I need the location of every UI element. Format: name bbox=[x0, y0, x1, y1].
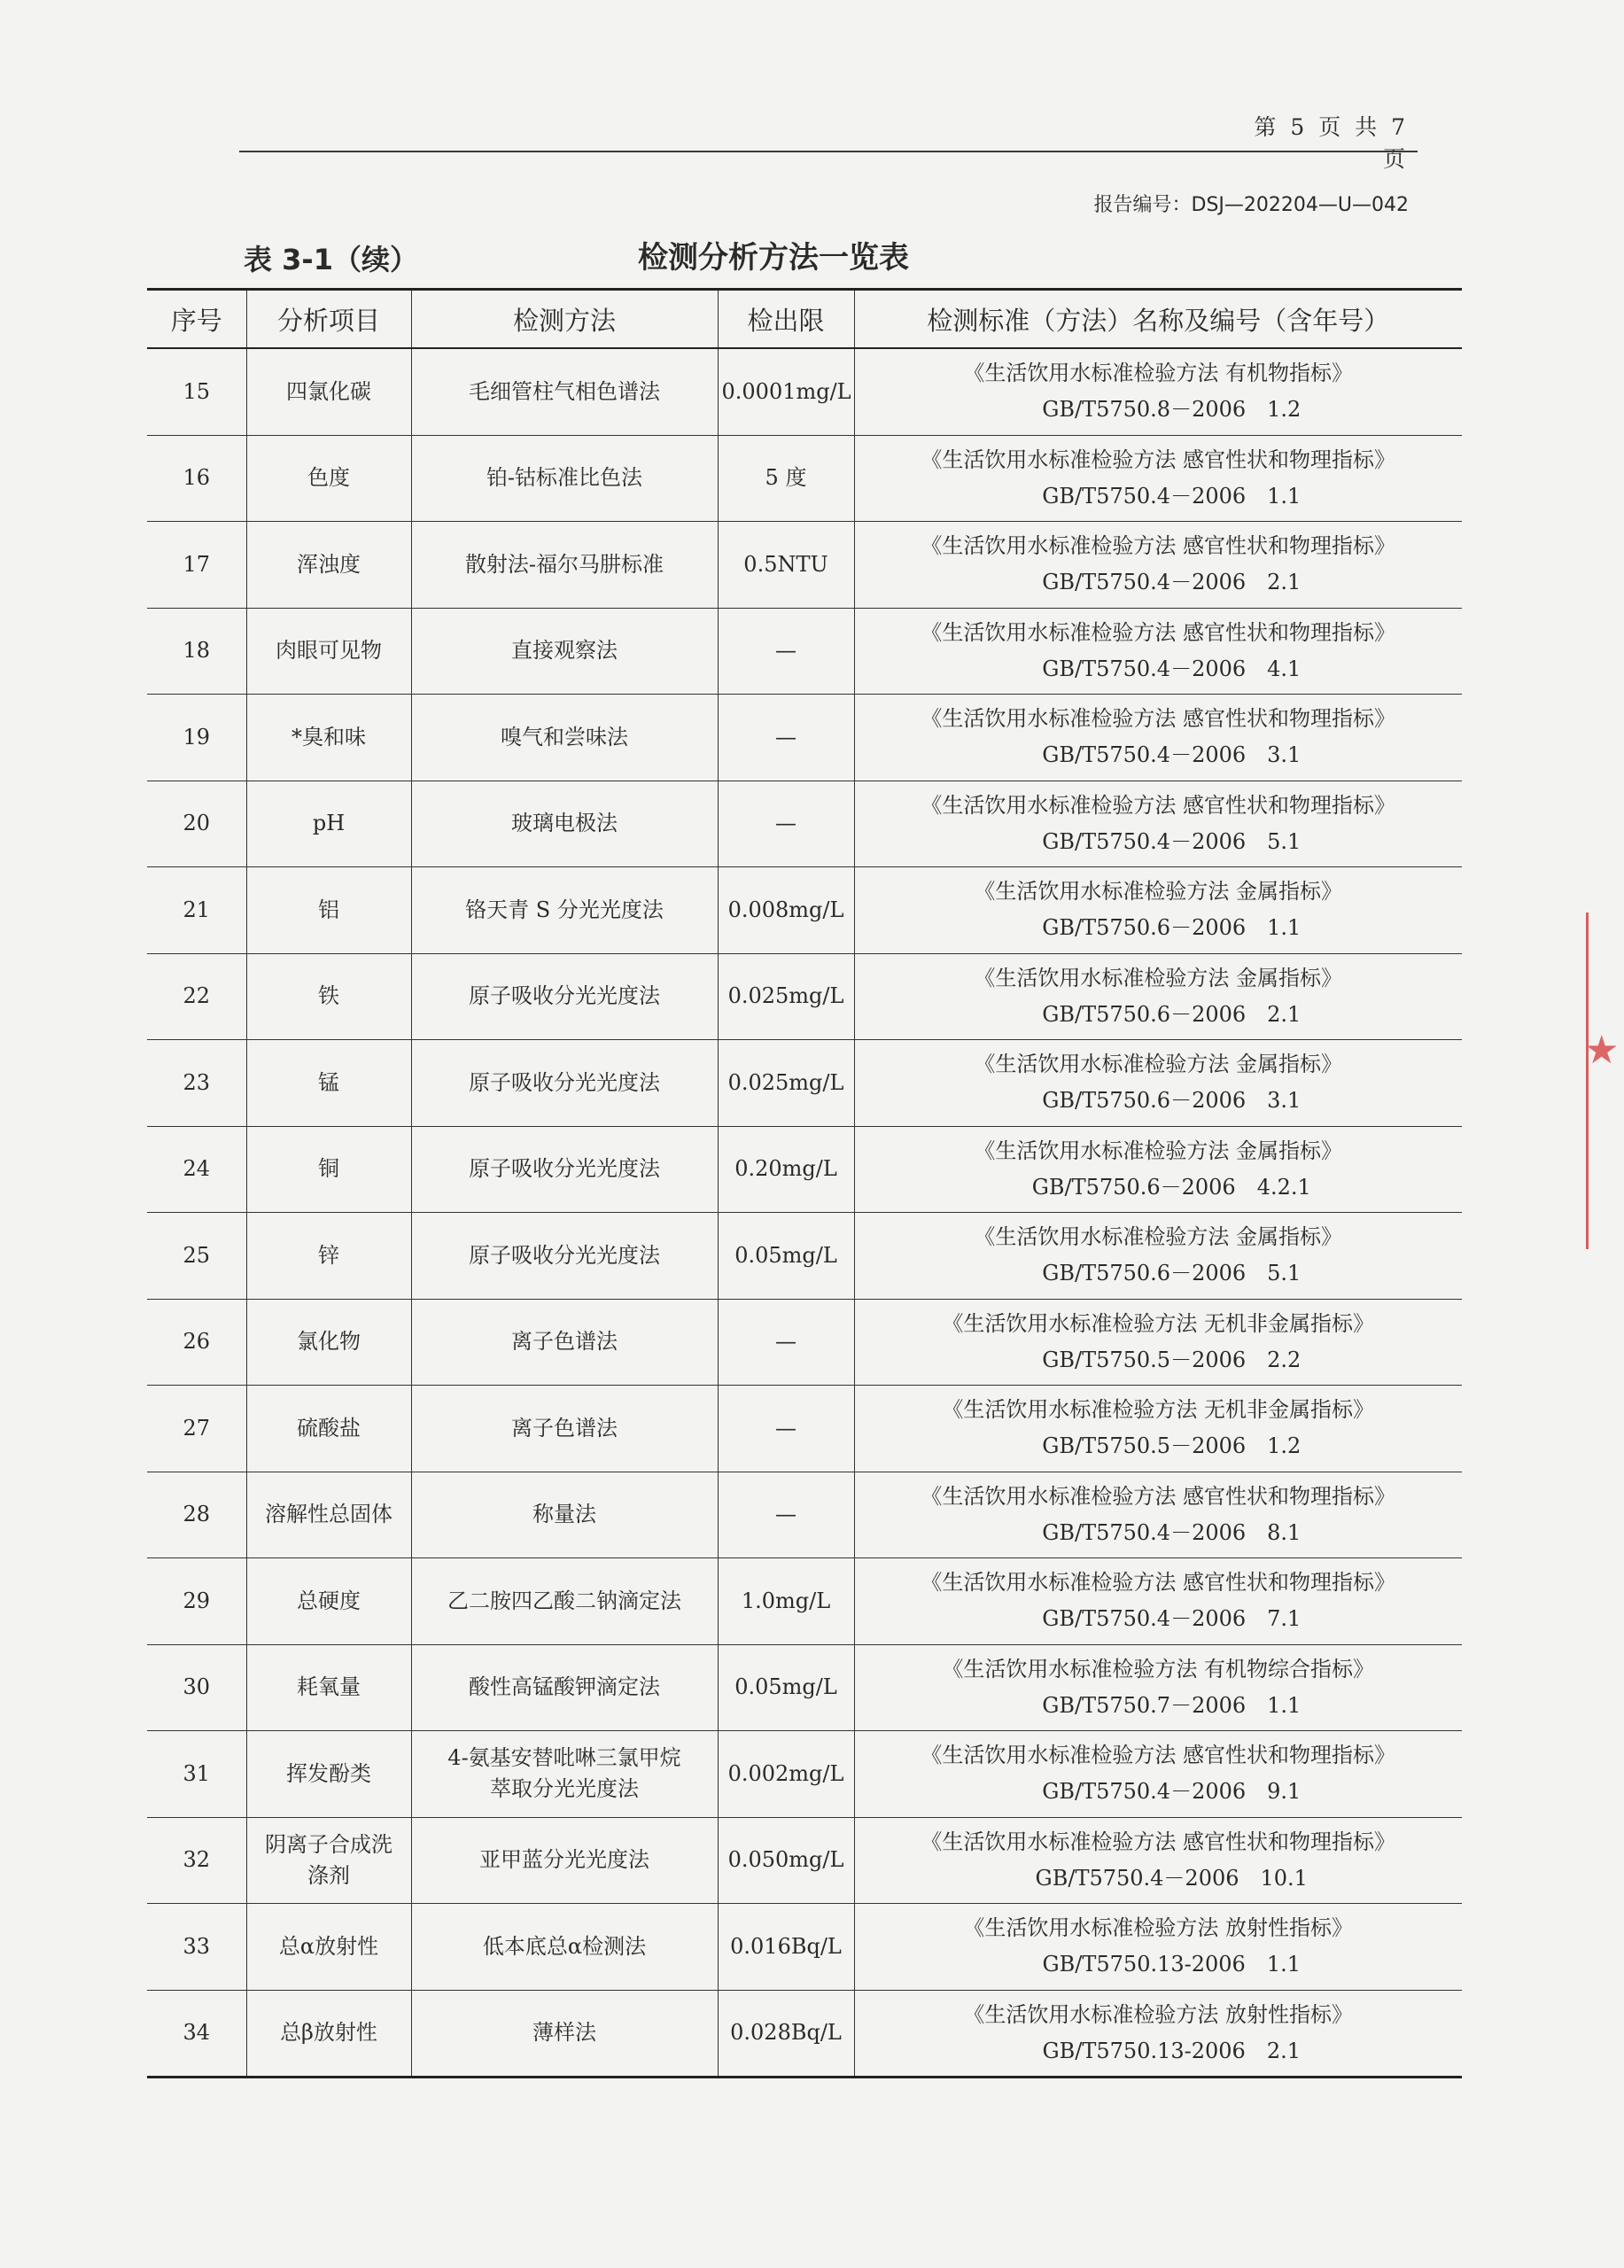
method-text: 离子色谱法 bbox=[511, 1415, 618, 1441]
row-number-text: 21 bbox=[183, 897, 211, 922]
standard-name: 《生活饮用水标准检验方法 放射性指标》 bbox=[963, 1915, 1354, 1941]
header-rule bbox=[239, 151, 1418, 152]
row-number-text: 19 bbox=[183, 724, 211, 750]
standard-reference bbox=[854, 1299, 1462, 1386]
row-number bbox=[147, 1817, 246, 1904]
table-row bbox=[147, 1731, 1462, 1818]
detection-method bbox=[411, 953, 718, 1040]
item-text: 总α放射性 bbox=[278, 1933, 379, 1959]
analysis-item bbox=[246, 1472, 411, 1558]
table-row bbox=[147, 867, 1462, 954]
standard-code: GB/T5750.4－2006 7.1 bbox=[1042, 1606, 1302, 1632]
standard-code: GB/T5750.13-2006 1.1 bbox=[1042, 1952, 1301, 1977]
limit-text: 0.20mg/L bbox=[734, 1156, 837, 1182]
analysis-item bbox=[246, 435, 411, 522]
item-text-line2: 涤剂 bbox=[307, 1862, 350, 1888]
detection-limit bbox=[718, 953, 854, 1040]
table-row bbox=[147, 1472, 1462, 1558]
analysis-item bbox=[246, 522, 411, 609]
detection-method bbox=[411, 435, 718, 522]
analysis-item bbox=[246, 1126, 411, 1213]
detection-limit bbox=[718, 1990, 854, 2078]
analysis-item bbox=[246, 695, 411, 781]
standard-code: GB/T5750.13-2006 2.1 bbox=[1042, 2038, 1301, 2063]
standard-name: 《生活饮用水标准检验方法 感官性状和物理指标》 bbox=[921, 1743, 1396, 1768]
standard-reference bbox=[854, 1904, 1462, 1991]
item-text: 铜 bbox=[318, 1156, 339, 1182]
table-body bbox=[147, 348, 1462, 2078]
limit-text: 0.008mg/L bbox=[727, 897, 844, 922]
method-text: 散射法-福尔马肼标准 bbox=[464, 551, 664, 577]
analysis-item bbox=[246, 1644, 411, 1731]
standard-code: GB/T5750.4－2006 3.1 bbox=[1042, 742, 1302, 768]
table-row bbox=[147, 522, 1462, 609]
item-text: 总硬度 bbox=[297, 1588, 361, 1613]
standard-reference bbox=[854, 1040, 1462, 1127]
table-row bbox=[147, 1126, 1462, 1213]
analysis-item bbox=[246, 608, 411, 695]
standard-code: GB/T5750.6－2006 5.1 bbox=[1042, 1261, 1302, 1286]
method-text: 4-氨基安替吡啉三氯甲烷 bbox=[447, 1745, 681, 1771]
row-number bbox=[147, 781, 246, 867]
standard-reference bbox=[854, 1213, 1462, 1300]
item-text: 浑浊度 bbox=[297, 551, 361, 577]
detection-method bbox=[411, 1990, 718, 2078]
standard-reference bbox=[854, 435, 1462, 522]
limit-text: 0.025mg/L bbox=[727, 1069, 844, 1095]
standard-name: 《生活饮用水标准检验方法 感官性状和物理指标》 bbox=[921, 1570, 1396, 1596]
row-number-text: 23 bbox=[183, 1069, 211, 1095]
standard-name: 《生活饮用水标准检验方法 感官性状和物理指标》 bbox=[921, 619, 1396, 645]
detection-limit bbox=[718, 1904, 854, 1991]
row-number bbox=[147, 522, 246, 609]
table-row bbox=[147, 1386, 1462, 1472]
item-text: 铝 bbox=[318, 897, 339, 922]
row-number-text: 24 bbox=[183, 1156, 211, 1182]
method-text: 离子色谱法 bbox=[511, 1329, 618, 1355]
item-text: *臭和味 bbox=[291, 724, 366, 750]
row-number bbox=[147, 953, 246, 1040]
item-text: 铁 bbox=[318, 983, 339, 1009]
standard-name: 《生活饮用水标准检验方法 感官性状和物理指标》 bbox=[921, 1829, 1396, 1854]
standard-code: GB/T5750.4－2006 8.1 bbox=[1042, 1519, 1302, 1545]
table-row bbox=[147, 1213, 1462, 1300]
standard-reference bbox=[854, 1990, 1462, 2078]
detection-limit bbox=[718, 781, 854, 867]
table-row bbox=[147, 781, 1462, 867]
item-text: 挥发酚类 bbox=[286, 1760, 371, 1786]
method-text: 薄样法 bbox=[532, 2020, 596, 2046]
method-text: 原子吸收分光光度法 bbox=[469, 983, 660, 1009]
detection-limit bbox=[718, 1126, 854, 1213]
row-number-text: 17 bbox=[183, 551, 211, 577]
detection-method bbox=[411, 1731, 718, 1818]
detection-method bbox=[411, 1040, 718, 1127]
item-text: 色度 bbox=[307, 465, 350, 491]
row-number bbox=[147, 1299, 246, 1386]
analysis-item bbox=[246, 1386, 411, 1472]
row-number bbox=[147, 1731, 246, 1818]
detection-limit bbox=[718, 1817, 854, 1904]
standard-reference bbox=[854, 1817, 1462, 1904]
standard-name: 《生活饮用水标准检验方法 放射性指标》 bbox=[963, 2001, 1354, 2027]
standard-reference bbox=[854, 1644, 1462, 1731]
standard-reference bbox=[854, 608, 1462, 695]
method-text: 玻璃电极法 bbox=[511, 811, 618, 836]
detection-method bbox=[411, 348, 718, 435]
standard-reference bbox=[854, 1731, 1462, 1818]
method-text: 原子吸收分光光度法 bbox=[469, 1069, 660, 1095]
report-number: 报告编号：DSJ—202204—U—042 bbox=[1093, 194, 1409, 216]
detection-method bbox=[411, 1472, 718, 1558]
table-row bbox=[147, 953, 1462, 1040]
standard-name: 《生活饮用水标准检验方法 金属指标》 bbox=[974, 1052, 1343, 1077]
limit-text: 0.05mg/L bbox=[734, 1242, 837, 1268]
analysis-item bbox=[246, 867, 411, 954]
row-number bbox=[147, 695, 246, 781]
item-text: 耗氧量 bbox=[297, 1674, 361, 1700]
standard-reference bbox=[854, 1472, 1462, 1558]
standard-reference bbox=[854, 953, 1462, 1040]
limit-text: — bbox=[775, 811, 796, 836]
detection-method bbox=[411, 522, 718, 609]
limit-text: 0.028Bq/L bbox=[730, 2020, 842, 2046]
standard-code: GB/T5750.5－2006 1.2 bbox=[1042, 1433, 1302, 1459]
table-header-row bbox=[147, 290, 1462, 349]
row-number-text: 33 bbox=[183, 1933, 211, 1959]
header-method: 检测方法 bbox=[411, 290, 718, 349]
limit-text: 0.05mg/L bbox=[734, 1674, 837, 1700]
limit-text: 0.050mg/L bbox=[727, 1847, 844, 1873]
detection-limit bbox=[718, 1386, 854, 1472]
analysis-item bbox=[246, 1558, 411, 1645]
table-row bbox=[147, 695, 1462, 781]
table-row bbox=[147, 1904, 1462, 1991]
limit-text: — bbox=[775, 1415, 796, 1441]
standard-code: GB/T5750.7－2006 1.1 bbox=[1042, 1692, 1302, 1718]
row-number-text: 22 bbox=[183, 983, 211, 1009]
row-number-text: 29 bbox=[183, 1588, 211, 1613]
standard-code: GB/T5750.4－2006 2.1 bbox=[1042, 570, 1302, 595]
row-number-text: 26 bbox=[183, 1329, 211, 1355]
row-number bbox=[147, 1644, 246, 1731]
detection-method bbox=[411, 1644, 718, 1731]
analysis-item bbox=[246, 953, 411, 1040]
standard-name: 《生活饮用水标准检验方法 有机物指标》 bbox=[963, 361, 1354, 386]
red-seal-stamp bbox=[1586, 913, 1624, 1249]
method-text: 乙二胺四乙酸二钠滴定法 bbox=[447, 1588, 681, 1613]
standard-name: 《生活饮用水标准检验方法 有机物综合指标》 bbox=[942, 1656, 1375, 1682]
method-text: 酸性高锰酸钾滴定法 bbox=[469, 1674, 660, 1700]
method-text: 原子吸收分光光度法 bbox=[469, 1156, 660, 1182]
row-number-text: 16 bbox=[183, 465, 211, 491]
method-text: 原子吸收分光光度法 bbox=[469, 1242, 660, 1268]
limit-text: 0.0001mg/L bbox=[721, 378, 851, 404]
standard-code: GB/T5750.4－2006 10.1 bbox=[1035, 1865, 1308, 1891]
detection-method bbox=[411, 1817, 718, 1904]
row-number-text: 25 bbox=[183, 1242, 211, 1268]
item-text: 肉眼可见物 bbox=[276, 638, 382, 664]
row-number-text: 15 bbox=[183, 378, 211, 404]
detection-method bbox=[411, 1558, 718, 1645]
analysis-item bbox=[246, 1040, 411, 1127]
analysis-item bbox=[246, 1817, 411, 1904]
row-number-text: 32 bbox=[183, 1847, 211, 1873]
detection-limit bbox=[718, 1644, 854, 1731]
limit-text: 0.025mg/L bbox=[727, 983, 844, 1009]
analysis-item bbox=[246, 781, 411, 867]
limit-text: 5 度 bbox=[765, 465, 807, 491]
item-text: 总β放射性 bbox=[280, 2020, 377, 2046]
standard-name: 《生活饮用水标准检验方法 金属指标》 bbox=[974, 1224, 1343, 1250]
detection-limit bbox=[718, 522, 854, 609]
standard-reference bbox=[854, 781, 1462, 867]
table-label: 表 3-1（续） bbox=[244, 243, 418, 276]
row-number bbox=[147, 1040, 246, 1127]
item-text: 氯化物 bbox=[297, 1329, 361, 1355]
limit-text: 0.002mg/L bbox=[727, 1760, 844, 1786]
table-row bbox=[147, 608, 1462, 695]
table-row bbox=[147, 348, 1462, 435]
standard-name: 《生活饮用水标准检验方法 感官性状和物理指标》 bbox=[921, 706, 1396, 732]
standard-code: GB/T5750.4－2006 1.1 bbox=[1042, 483, 1302, 509]
detection-method bbox=[411, 695, 718, 781]
item-text: pH bbox=[312, 811, 346, 836]
method-text: 低本底总α检测法 bbox=[482, 1933, 647, 1959]
detection-limit bbox=[718, 695, 854, 781]
standard-code: GB/T5750.6－2006 3.1 bbox=[1042, 1088, 1302, 1114]
standard-name: 《生活饮用水标准检验方法 感官性状和物理指标》 bbox=[921, 533, 1396, 559]
row-number bbox=[147, 435, 246, 522]
detection-method bbox=[411, 1904, 718, 1991]
detection-limit bbox=[718, 1299, 854, 1386]
item-text: 锰 bbox=[318, 1069, 339, 1095]
table-row bbox=[147, 1817, 1462, 1904]
analysis-item bbox=[246, 1904, 411, 1991]
row-number-text: 27 bbox=[183, 1415, 211, 1441]
method-text: 称量法 bbox=[532, 1502, 596, 1527]
analysis-item bbox=[246, 1990, 411, 2078]
method-text: 亚甲蓝分光光度法 bbox=[479, 1847, 649, 1873]
table-row bbox=[147, 1299, 1462, 1386]
limit-text: 1.0mg/L bbox=[741, 1588, 831, 1613]
detection-limit bbox=[718, 867, 854, 954]
standard-code: GB/T5750.6－2006 2.1 bbox=[1042, 1001, 1302, 1027]
detection-limit bbox=[718, 608, 854, 695]
item-text: 锌 bbox=[318, 1242, 339, 1268]
detection-method bbox=[411, 1299, 718, 1386]
standard-name: 《生活饮用水标准检验方法 感官性状和物理指标》 bbox=[921, 447, 1396, 472]
standard-reference bbox=[854, 867, 1462, 954]
limit-text: — bbox=[775, 1329, 796, 1355]
standard-reference bbox=[854, 522, 1462, 609]
detection-limit bbox=[718, 1472, 854, 1558]
detection-limit bbox=[718, 1213, 854, 1300]
row-number bbox=[147, 1213, 246, 1300]
standard-reference bbox=[854, 348, 1462, 435]
standard-code: GB/T5750.8－2006 1.2 bbox=[1042, 397, 1302, 423]
analysis-item bbox=[246, 1731, 411, 1818]
standard-name: 《生活饮用水标准检验方法 感官性状和物理指标》 bbox=[921, 1483, 1396, 1509]
limit-text: — bbox=[775, 638, 796, 664]
detection-limit bbox=[718, 1731, 854, 1818]
standard-reference bbox=[854, 695, 1462, 781]
method-text: 铂-钴标准比色法 bbox=[486, 465, 643, 491]
standard-name: 《生活饮用水标准检验方法 感官性状和物理指标》 bbox=[921, 792, 1396, 818]
row-number-text: 34 bbox=[183, 2020, 211, 2046]
detection-limit bbox=[718, 348, 854, 435]
methods-table-wrapper bbox=[147, 288, 1462, 2078]
row-number bbox=[147, 1904, 246, 1991]
method-text: 铬天青 S 分光光度法 bbox=[465, 897, 664, 922]
row-number bbox=[147, 608, 246, 695]
row-number-text: 20 bbox=[183, 811, 211, 836]
standard-name: 《生活饮用水标准检验方法 无机非金属指标》 bbox=[942, 1310, 1375, 1336]
standard-code: GB/T5750.6－2006 4.2.1 bbox=[1031, 1174, 1311, 1200]
standard-name: 《生活饮用水标准检验方法 金属指标》 bbox=[974, 965, 1343, 990]
method-text: 嗅气和尝味法 bbox=[501, 724, 628, 750]
limit-text: — bbox=[775, 1502, 796, 1527]
row-number-text: 18 bbox=[183, 638, 211, 664]
standard-name: 《生活饮用水标准检验方法 金属指标》 bbox=[974, 879, 1343, 905]
detection-limit bbox=[718, 1558, 854, 1645]
detection-method bbox=[411, 1126, 718, 1213]
item-text: 硫酸盐 bbox=[297, 1415, 361, 1441]
standard-code: GB/T5750.4－2006 5.1 bbox=[1042, 828, 1302, 854]
row-number bbox=[147, 1558, 246, 1645]
method-text: 毛细管柱气相色谱法 bbox=[469, 378, 660, 404]
item-text: 阴离子合成洗 bbox=[265, 1831, 392, 1857]
header-limit: 检出限 bbox=[718, 290, 854, 349]
header-no: 序号 bbox=[147, 290, 246, 349]
standard-name: 《生活饮用水标准检验方法 金属指标》 bbox=[974, 1138, 1343, 1163]
header-item: 分析项目 bbox=[246, 290, 411, 349]
detection-method bbox=[411, 781, 718, 867]
methods-table bbox=[147, 288, 1462, 2078]
table-row bbox=[147, 1040, 1462, 1127]
detection-limit bbox=[718, 1040, 854, 1127]
detection-method bbox=[411, 1386, 718, 1472]
row-number bbox=[147, 1126, 246, 1213]
standard-code: GB/T5750.4－2006 9.1 bbox=[1042, 1779, 1302, 1805]
analysis-item bbox=[246, 348, 411, 435]
standard-reference bbox=[854, 1386, 1462, 1472]
standard-code: GB/T5750.6－2006 1.1 bbox=[1042, 915, 1302, 941]
standard-name: 《生活饮用水标准检验方法 无机非金属指标》 bbox=[942, 1397, 1375, 1423]
method-text-line2: 萃取分光光度法 bbox=[490, 1776, 639, 1802]
row-number bbox=[147, 1386, 246, 1472]
method-text: 直接观察法 bbox=[511, 638, 618, 664]
table-row bbox=[147, 1558, 1462, 1645]
analysis-item bbox=[246, 1213, 411, 1300]
table-row bbox=[147, 435, 1462, 522]
detection-limit bbox=[718, 435, 854, 522]
table-row bbox=[147, 1644, 1462, 1731]
header-standard: 检测标准（方法）名称及编号（含年号） bbox=[854, 290, 1462, 349]
analysis-item bbox=[246, 1299, 411, 1386]
row-number-text: 30 bbox=[183, 1674, 211, 1700]
standard-reference bbox=[854, 1126, 1462, 1213]
row-number bbox=[147, 348, 246, 435]
page-number: 第 5 页 共 7 页 bbox=[1254, 114, 1409, 172]
item-text: 四氯化碳 bbox=[286, 378, 371, 404]
row-number bbox=[147, 867, 246, 954]
item-text: 溶解性总固体 bbox=[265, 1502, 392, 1527]
stamp-star-icon: ★ bbox=[1584, 1028, 1620, 1073]
table-title: 检测分析方法一览表 bbox=[638, 240, 909, 276]
row-number-text: 28 bbox=[183, 1502, 211, 1527]
limit-text: 0.016Bq/L bbox=[730, 1933, 842, 1959]
standard-code: GB/T5750.4－2006 4.1 bbox=[1042, 656, 1302, 681]
detection-method bbox=[411, 1213, 718, 1300]
row-number bbox=[147, 1990, 246, 2078]
standard-reference bbox=[854, 1558, 1462, 1645]
row-number bbox=[147, 1472, 246, 1558]
standard-code: GB/T5750.5－2006 2.2 bbox=[1042, 1347, 1302, 1372]
detection-method bbox=[411, 608, 718, 695]
limit-text: — bbox=[775, 724, 796, 750]
limit-text: 0.5NTU bbox=[743, 551, 828, 577]
table-row bbox=[147, 1990, 1462, 2078]
detection-method bbox=[411, 867, 718, 954]
row-number-text: 31 bbox=[183, 1760, 211, 1786]
